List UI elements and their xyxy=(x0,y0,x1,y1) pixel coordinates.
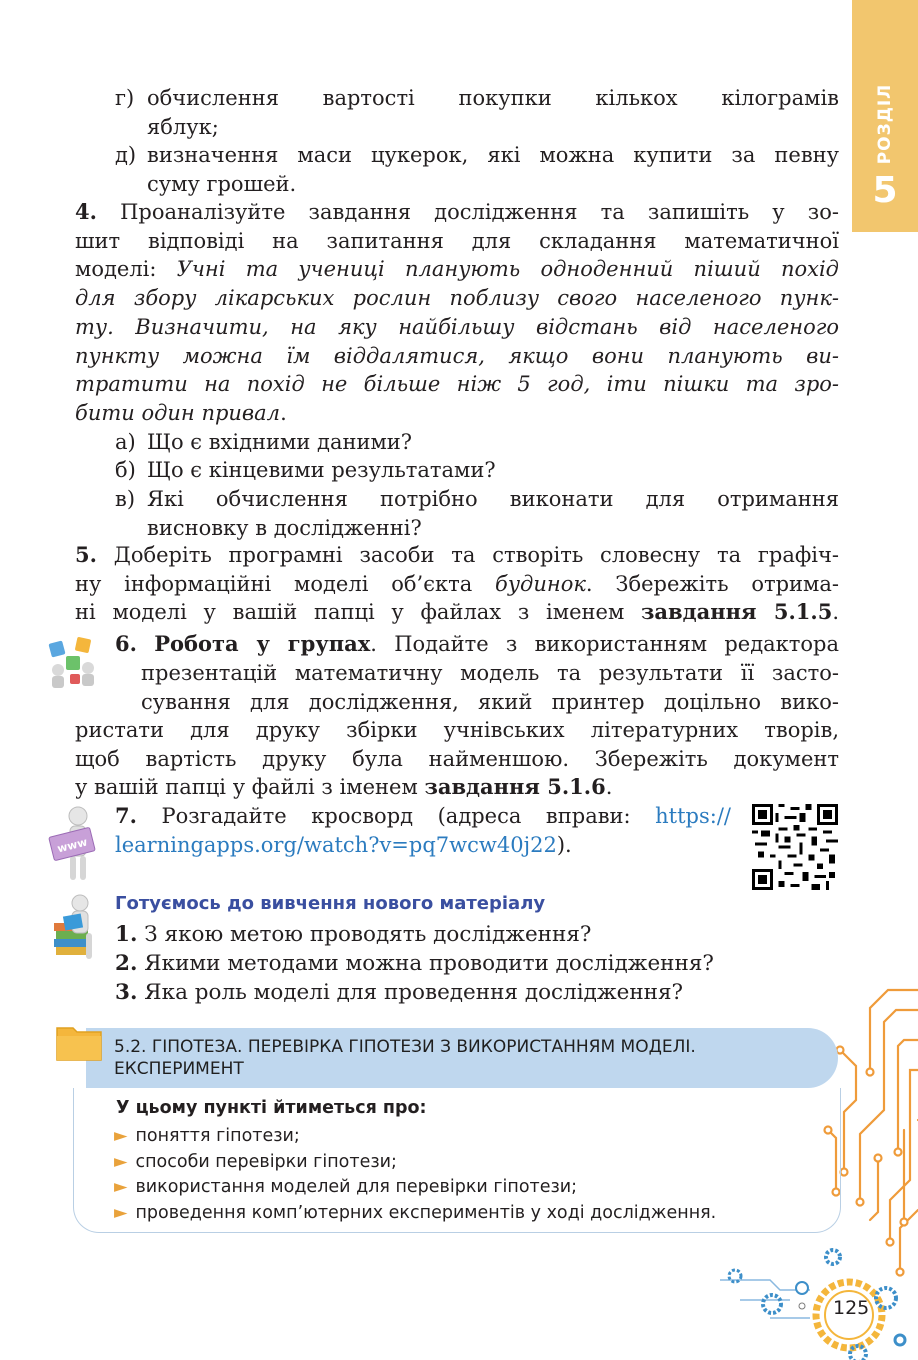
task-4-line-7: тратити на похід не більше ніж 5 год, іти пішки та зро- xyxy=(75,372,839,397)
item-d-line-2: суму грошей. xyxy=(147,171,297,196)
task-7 xyxy=(115,802,731,859)
task-6-line-6b: завдання 5.1.6 xyxy=(424,774,606,800)
task-6-line-5: щоб вартість друку була найменшою. Збережіть документ xyxy=(75,746,839,771)
prep-question-number: 3. xyxy=(115,980,138,1005)
task-6-title: Робота у групах xyxy=(154,631,371,656)
task-5-line-2c: . Збережіть отрима- xyxy=(585,571,839,596)
task-6-line-4: ристати для друку збірки учнівських літературних творів, xyxy=(75,718,839,742)
gears-decoration-icon xyxy=(710,1240,918,1360)
prep-questions xyxy=(115,920,714,1007)
section-title-line-2: ЕКСПЕРИМЕНТ xyxy=(114,1059,244,1079)
task-4-line-6: пункту можна їм віддалятися, якщо вони планують ви- xyxy=(75,343,839,368)
sub-v-line-2: висновку в дослідженні? xyxy=(147,515,422,540)
qr-code-icon[interactable] xyxy=(752,804,838,890)
task-5-number: 5. xyxy=(75,542,97,567)
sub-b xyxy=(147,456,839,485)
item-g-line-1: обчислення вартості покупки кількох кілограмів xyxy=(147,86,839,110)
task-5-line-3c: . xyxy=(832,600,839,625)
sub-a xyxy=(147,428,839,457)
page-number: 125 xyxy=(833,1297,870,1319)
sub-b-line-1: Що є кінцевими результатами? xyxy=(147,458,496,482)
sub-a-line-1: Що є вхідними даними? xyxy=(147,430,413,454)
task-4-line-5: ту. Визначити, на яку найбільшу відстань від населеного xyxy=(75,314,839,339)
list-item-text: поняття гіпотези; xyxy=(135,1126,300,1146)
task-4-number: 4. xyxy=(75,199,97,224)
item-g-line-2: яблук; xyxy=(147,114,219,139)
task-6-line-2: презентацій математичну модель та результати її засто- xyxy=(141,661,839,685)
overview-list xyxy=(114,1124,716,1226)
item-g xyxy=(147,84,839,141)
task-6-indent xyxy=(141,659,839,716)
task-7-line-1: Розгадайте кросворд (адреса вправи: xyxy=(161,804,656,828)
prep-question xyxy=(115,920,714,949)
prep-question-text: З якою метою проводять дослідження? xyxy=(144,922,592,947)
task-5-line-3b: завдання 5.1.5 xyxy=(641,599,833,625)
task-6-line-3: сування для дослідження, який принтер доцільно вико- xyxy=(141,689,839,714)
prep-question-text: Якими методами можна проводити дослідження? xyxy=(144,951,714,976)
crossword-link-part-1[interactable]: https:// xyxy=(655,804,731,828)
www-figure-icon xyxy=(48,804,104,886)
task-4-line-4: для збору лікарських рослин поблизу свого населеного пунк- xyxy=(75,286,839,311)
task-7-number: 7. xyxy=(115,803,137,828)
chapter-tab xyxy=(852,0,918,232)
chapter-number: 5 xyxy=(872,170,898,211)
list-item xyxy=(114,1124,716,1150)
crossword-link-part-2[interactable]: learningapps.org/watch?v=pq7wcw40j22 xyxy=(115,832,557,857)
task-5 xyxy=(75,541,839,627)
www-label: www xyxy=(55,835,89,856)
task-4-line-3a: моделі: xyxy=(75,257,177,282)
list-item-text: способи перевірки гіпотези; xyxy=(135,1151,397,1172)
item-d-line-1: визначення маси цукерок, які можна купити за певну xyxy=(147,143,839,167)
list-item xyxy=(114,1175,716,1201)
arrow-bullet-icon: ► xyxy=(114,1151,128,1172)
task-5-line-2b: будинок xyxy=(495,571,586,596)
sub-v xyxy=(147,485,839,542)
arrow-bullet-icon: ► xyxy=(114,1126,128,1146)
task-5-line-1: Доберіть програмні засоби та створіть словесну та графіч- xyxy=(113,543,839,567)
task-4-line-8: бити один привал xyxy=(75,400,281,425)
arrow-bullet-icon: ► xyxy=(114,1177,128,1197)
task-6-line-6c: . xyxy=(605,775,613,800)
task-5-line-2a: ну інформаційні моделі об’єкта xyxy=(75,571,496,596)
section-title-line-1: 5.2. ГІПОТЕЗА. ПЕРЕВІРКА ГІПОТЕЗИ З ВИКОРИСТАННЯМ МОДЕЛІ. xyxy=(114,1037,696,1057)
task-6-line-6a: у вашій папці у файлі з іменем xyxy=(75,775,425,800)
prep-question-text: Яка роль моделі для проведення дослідження? xyxy=(144,980,684,1005)
arrow-bullet-icon: ► xyxy=(114,1202,128,1223)
sub-v-line-1: Які обчислення потрібно виконати для отримання xyxy=(147,487,839,511)
chapter-word: РОЗДІЛ xyxy=(875,83,895,165)
prep-question xyxy=(115,978,714,1007)
task-7-line-2-end: ). xyxy=(556,832,572,857)
task-6-number: 6. xyxy=(115,631,137,656)
task-4-line-8-end: . xyxy=(280,400,287,425)
section-title xyxy=(114,1036,814,1080)
task-4-line-3b: Учні та учениці планують одноденний піший похід xyxy=(176,257,839,282)
prep-question xyxy=(115,949,714,978)
prep-heading: Готуємось до вивчення нового матеріалу xyxy=(115,893,546,914)
group-work-icon xyxy=(46,632,102,690)
list-item xyxy=(114,1201,716,1227)
folder-icon xyxy=(55,1022,103,1062)
section-overview-box xyxy=(73,1088,841,1233)
prep-question-number: 1. xyxy=(115,922,138,947)
list-item-text: проведення комп’ютерних експериментів у ході дослідження. xyxy=(135,1202,717,1223)
task-6-body xyxy=(75,716,839,802)
sub-marker-v: в) xyxy=(115,487,136,511)
item-marker-d: д) xyxy=(115,143,137,167)
task-4-line-2: шит відповіді на запитання для складання математичної xyxy=(75,228,839,253)
item-d xyxy=(147,141,839,198)
item-marker-g: г) xyxy=(115,86,135,110)
overview-intro: У цьому пункті йтиметься про: xyxy=(116,1098,427,1118)
task-4-line-1: Проаналізуйте завдання дослідження та запишіть у зо- xyxy=(120,200,839,224)
list-item-text: використання моделей для перевірки гіпотези; xyxy=(135,1177,578,1197)
sub-marker-a: а) xyxy=(115,430,136,454)
prep-question-number: 2. xyxy=(115,951,138,976)
task-5-line-3a: ні моделі у вашій папці у файлах з іменем xyxy=(75,600,642,625)
task-6-line-1: . Подайте з використанням редактора xyxy=(370,632,839,656)
task-6-head xyxy=(115,630,839,659)
sub-marker-b: б) xyxy=(115,458,136,482)
list-item xyxy=(114,1150,716,1176)
task-4 xyxy=(75,198,839,428)
reading-figure-icon xyxy=(50,893,102,965)
